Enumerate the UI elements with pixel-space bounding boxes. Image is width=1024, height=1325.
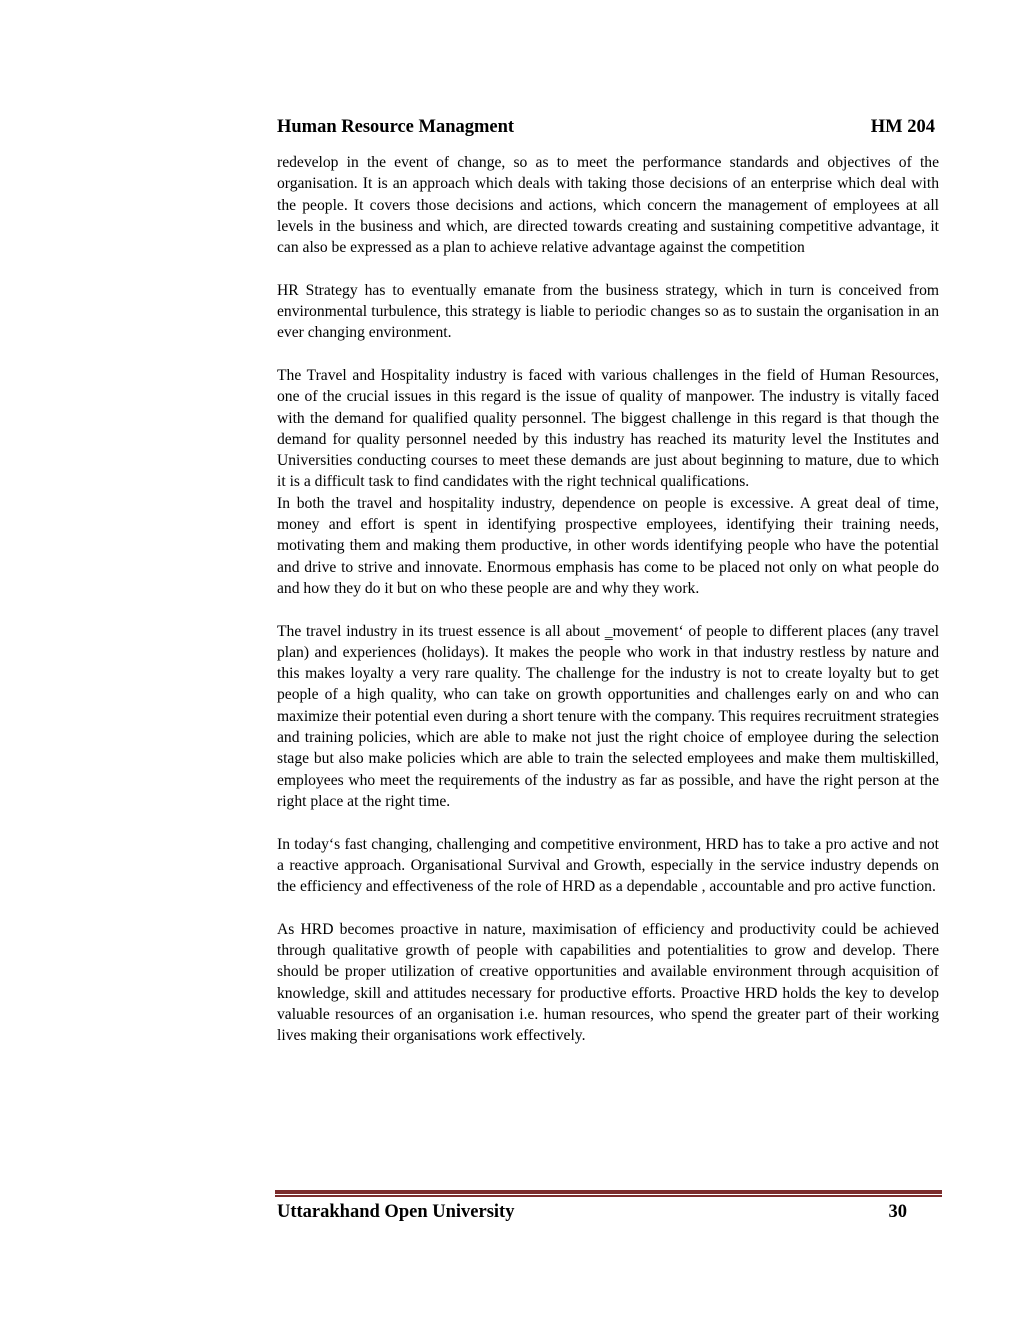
body-paragraph: In today‘s fast changing, challenging and competitive environment, HRD has to take a pro active and not a reactive approach. Organisational Survival and Growth, especially in the service industry depends on the efficiency and effectiveness of the role of HRD as a dependable , accountable and pro active function. xyxy=(277,835,939,896)
body-paragraph: HR Strategy has to eventually emanate from the business strategy, which in turn is conceived from environmental turbulence, this strategy is liable to periodic changes so as to sustain the organisation in an ever changing environment. xyxy=(277,281,939,342)
page-footer xyxy=(277,1200,907,1224)
body-paragraph: As HRD becomes proactive in nature, maximisation of efficiency and productivity could be achieved through qualitative growth of people with capabilities and potentialities to grow and develop. There should be proper utilization of creative opportunities and available environment through acquisition of knowledge, skill and attitudes necessary for productive efforts. Proactive HRD holds the key to develop valuable resources of an organisation i.e. human resources, who spend the greater part of their working lives making their organisations work effectively. xyxy=(277,920,939,1045)
body-paragraph: In both the travel and hospitality industry, dependence on people is excessive. A great deal of time, money and effort is spent in identifying prospective employees, identifying their training needs, motivating them and making them productive, in other words identifying people who have the potential and drive to strive and innovate. Enormous emphasis has come to be placed not only on what people do and how they do it but on who these people are and why they work. xyxy=(277,494,939,597)
page-number: 30 xyxy=(888,1202,907,1222)
footer-divider-thick-line xyxy=(275,1190,942,1194)
footer-divider-thin-line xyxy=(275,1195,942,1197)
course-title: Human Resource Managment xyxy=(277,117,515,137)
body-paragraph: The travel industry in its truest essence is all about ‗movement‘ of people to different places (any travel plan) and experiences (holidays). It makes the people who work in that industry restless by nature and this makes loyalty a very rare quality. The challenge for the industry is not to create loyalty but to get people of a high quality, who can take on growth opportunities and challenges early on and who can maximize their potential even during a short tenure with the company. This requires recruitment strategies and training policies, which are able to make not just the right choice of employee during the selection stage but also make policies which are able to train the selected employees and make them multiskilled, employees who meet the requirements of the industry as far as possible, and have the right person at the right place at the right time. xyxy=(277,622,939,810)
institution-name: Uttarakhand Open University xyxy=(277,1202,515,1222)
footer-divider xyxy=(275,1190,942,1197)
body-paragraph: redevelop in the event of change, so as to meet the performance standards and objectives of the organisation. It is an approach which deals with taking those decisions of an enterprise which deal with the people. It covers those decisions and actions, which concern the management of employees at all levels in the business and which, are directed towards creating and sustaining competitive advantage, it can also be expressed as a plan to achieve relative advantage against the competition xyxy=(277,154,939,257)
course-code: HM 204 xyxy=(870,117,935,137)
page-header xyxy=(277,115,937,139)
page-body xyxy=(277,152,939,1046)
body-paragraph: The Travel and Hospitality industry is faced with various challenges in the field of Human Resources, one of the crucial issues in this regard is the issue of quality of manpower. The industry is vitally faced with the demand for qualified quality personnel. The biggest challenge in this regard is that though the demand for quality personnel needed by this industry has reached its maturity level the Institutes and Universities conducting courses to meet these demands are just about beginning to mature, due to which it is a difficult task to find candidates with the right technical qualifications. xyxy=(277,366,939,491)
